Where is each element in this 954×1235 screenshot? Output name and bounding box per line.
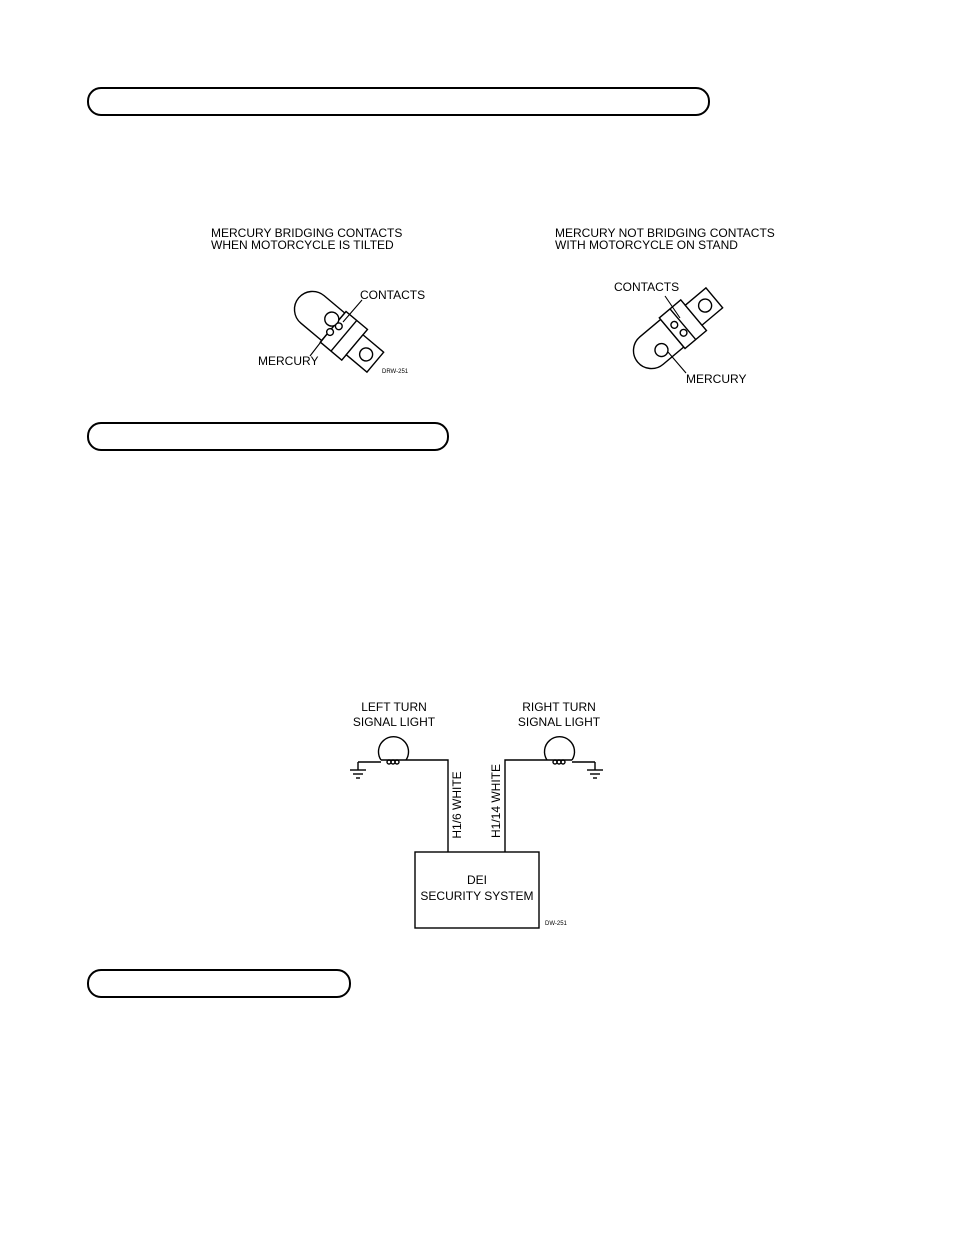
right-light-label-line2: SIGNAL LIGHT — [517, 715, 601, 729]
stand-switch-body — [625, 283, 727, 378]
tilted-mercury-label: MERCURY — [258, 354, 319, 368]
left-wire-label: H1/6 WHITE — [450, 771, 464, 839]
tilt-switch-tilted — [211, 226, 425, 377]
tilted-contacts-label: CONTACTS — [360, 288, 426, 302]
right-wire — [505, 760, 547, 852]
tilted-drawing-code: DRW-251 — [382, 369, 409, 375]
dei-box-label-line2: SECURITY SYSTEM — [420, 889, 534, 903]
stand-caption-line1: MERCURY NOT BRIDGING CONTACTS — [555, 226, 775, 240]
left-bulb-icon — [379, 737, 409, 764]
left-ground-icon — [350, 762, 381, 778]
right-bulb-icon — [545, 737, 575, 764]
right-wire-label: H1/14 WHITE — [489, 763, 503, 839]
wiring-drawing-code: DW-251 — [545, 921, 567, 927]
stand-contacts-label: CONTACTS — [614, 280, 680, 294]
tilted-caption-line1: MERCURY BRIDGING CONTACTS — [211, 226, 403, 240]
stand-mercury-leader — [668, 352, 686, 373]
left-light-label-line1: LEFT TURN — [361, 700, 427, 714]
left-wire — [406, 760, 448, 852]
left-light-label-line2: SIGNAL LIGHT — [352, 715, 436, 729]
stand-mercury-label: MERCURY — [686, 372, 747, 386]
stand-caption-line2: WITH MOTORCYCLE ON STAND — [555, 238, 738, 252]
tilt-switch-on-stand — [555, 226, 775, 386]
right-ground-icon — [572, 762, 603, 778]
turn-signal-wiring — [350, 700, 603, 928]
right-light-label-line1: RIGHT TURN — [522, 700, 596, 714]
dei-box-label-line1: DEI — [466, 873, 488, 887]
tilted-caption-line2: WHEN MOTORCYCLE IS TILTED — [211, 238, 394, 252]
